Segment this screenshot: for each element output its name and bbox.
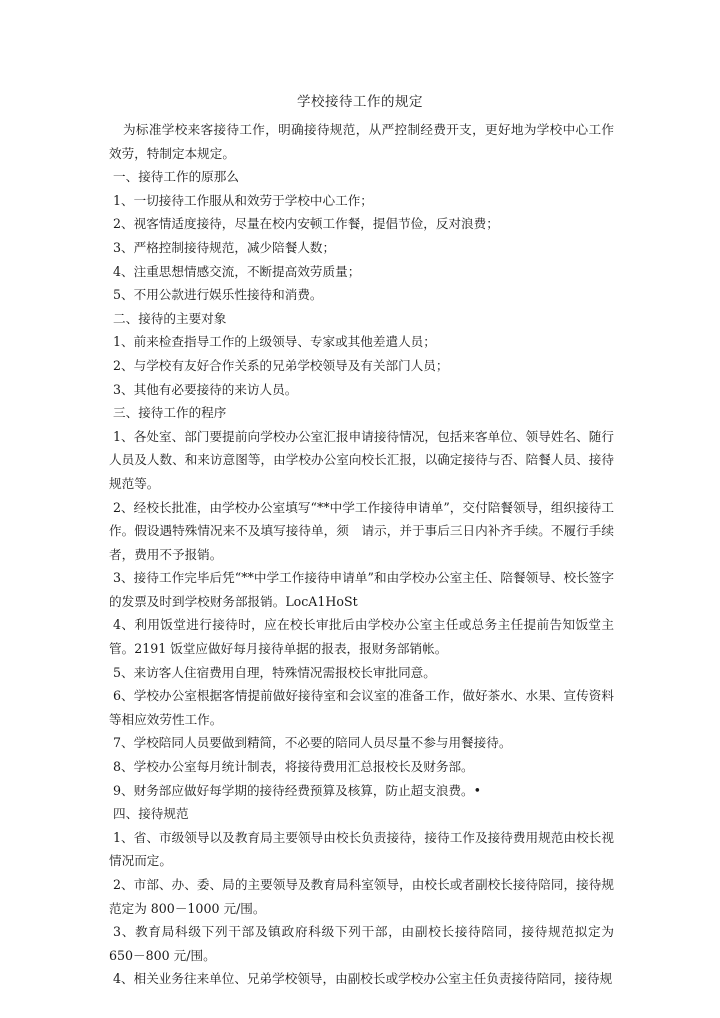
paragraph: 2、视客情适度接待，尽量在校内安顿工作餐，提倡节俭，反对浪费； bbox=[113, 216, 499, 232]
paragraph: 4、利用饭堂进行接待时，应在校长审批后由学校办公室主任或总务主任提前告知饭堂主管。2191 饭堂应做好每月接待单据的报表，报财务部销帐。 bbox=[109, 617, 614, 657]
paragraph: 二、接待的主要对象 bbox=[113, 310, 227, 326]
document-body bbox=[109, 118, 614, 991]
paragraph: 3、其他有必要接待的来访人员。 bbox=[113, 381, 298, 397]
paragraph: 3、接待工作完毕后凭“**中学工作接待申请单”和由学校办公室主任、陪餐领导、校长签字的发票及时到学校财务部报销。LocA1HoSt bbox=[109, 570, 614, 609]
paragraph: 四、接待规范 bbox=[113, 806, 189, 822]
paragraph: 1、前来检查指导工作的上级领导、专家或其他差遣人员； bbox=[113, 334, 436, 350]
paragraph: 3、严格控制接待规范，减少陪餐人数； bbox=[113, 239, 336, 255]
paragraph: 一、接待工作的原那么 bbox=[113, 169, 239, 185]
paragraph: 1、省、市级领导以及教育局主要领导由校长负责接待，接待工作及接待费用规范由校长视情况而定。 bbox=[109, 829, 614, 869]
paragraph: 1、一切接待工作服从和效劳于学校中心工作； bbox=[113, 192, 373, 208]
paragraph: 三、接待工作的程序 bbox=[113, 405, 227, 421]
paragraph: 为标准学校来客接待工作，明确接待规范，从严控制经费开支，更好地为学校中心工作效劳，特制定本规定。 bbox=[109, 122, 614, 161]
paragraph: 7、学校陪同人员要做到精简，不必要的陪同人员尽量不参与用餐接待。 bbox=[113, 735, 512, 751]
paragraph: 4、注重思想情感交流，不断提高效劳质量； bbox=[113, 263, 361, 279]
paragraph: 2、市部、办、委、局的主要领导及教育局科室领导，由校长或者副校长接待陪同，接待规范定为 800－1000 元/围。 bbox=[109, 877, 614, 916]
paragraph: 6、学校办公室根据客情提前做好接待室和会议室的准备工作，做好茶水、水果、宣传资料等相应效劳性工作。 bbox=[109, 688, 614, 727]
paragraph: 9、财务部应做好每学期的接待经费预算及核算，防止超支浪费。• bbox=[113, 782, 482, 798]
paragraph: 2、经校长批准，由学校办公室填写“**中学工作接待申请单”，交付陪餐领导，组织接待工作。假设遇特殊情况来不及填写接待单，须 请示，并于事后三日内补齐手续。不履行手续者，费用不予报销。 bbox=[109, 499, 614, 562]
paragraph: 3、教育局科级下列干部及镇政府科级下列干部，由副校长接待陪同，接待规范拟定为 650－800 元/围。 bbox=[109, 924, 614, 963]
document-title: 学校接待工作的规定 bbox=[297, 94, 423, 110]
paragraph: 4、相关业务往来单位、兄弟学校领导，由副校长或学校办公室主任负责接待陪同，接待规 bbox=[113, 971, 613, 987]
paragraph: 8、学校办公室每月统计制表，将接待费用汇总报校长及财务部。 bbox=[113, 759, 474, 775]
paragraph: 1、各处室、部门要提前向学校办公室汇报申请接待情况，包括来客单位、领导姓名、随行人员及人数、和来访意图等，由学校办公室向校长汇报，以确定接待与否、陪餐人员、接待规范等。 bbox=[109, 428, 614, 491]
paragraph: 2、与学校有友好合作关系的兄弟学校领导及有关部门人员； bbox=[113, 357, 449, 373]
paragraph: 5、不用公款进行娱乐性接待和消费。 bbox=[113, 287, 323, 303]
paragraph: 5、来访客人住宿费用自理，特殊情况需报校长审批同意。 bbox=[113, 664, 436, 680]
